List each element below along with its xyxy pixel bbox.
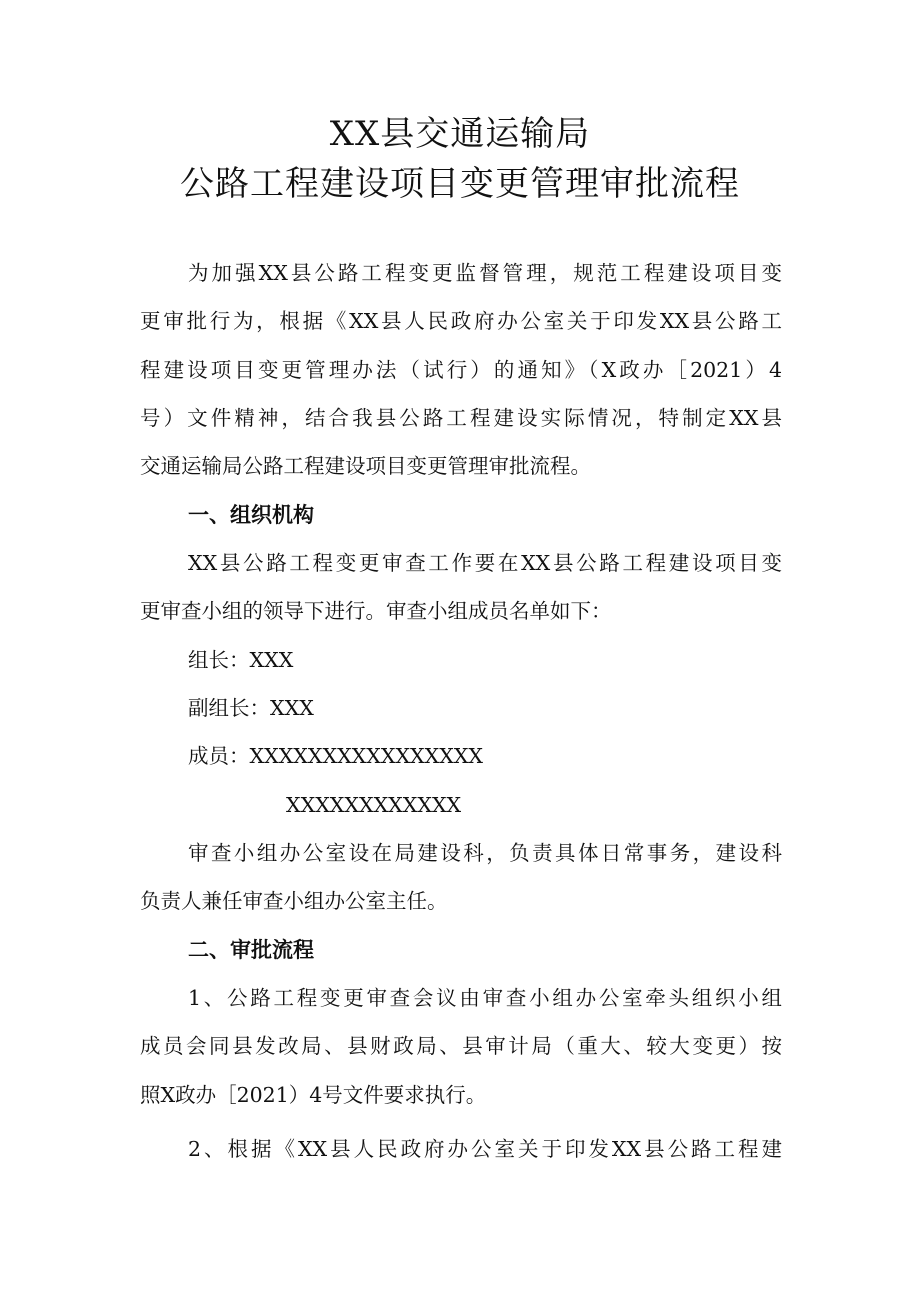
group-deputy-leader: 副组长：XXX bbox=[188, 696, 314, 720]
intro-line: 号）文件精神，结合我县公路工程建设实际情况，特制定XX县 bbox=[140, 406, 782, 430]
section2-item1-line: 照X政办［2021）4号文件要求执行。 bbox=[140, 1083, 487, 1107]
group-leader: 组长：XXX bbox=[188, 648, 294, 672]
section1-para2-line: 负责人兼任审查小组办公室主任。 bbox=[140, 889, 448, 913]
section-heading: 一、组织机构 bbox=[188, 503, 314, 527]
intro-line: 更审批行为，根据《XX县人民政府办公室关于印发XX县公路工 bbox=[140, 309, 782, 333]
section2-item1-line: 成员会同县发改局、县财政局、县审计局（重大、较大变更）按 bbox=[140, 1034, 782, 1058]
intro-line: 交通运输局公路工程建设项目变更管理审批流程。 bbox=[140, 454, 591, 478]
intro-line: 为加强XX县公路工程变更监督管理，规范工程建设项目变 bbox=[188, 261, 782, 285]
group-members: 成员：XXXXXXXXXXXXXXXX bbox=[188, 744, 484, 768]
group-members-continued: XXXXXXXXXXXX bbox=[286, 793, 462, 817]
section1-para-line: 更审查小组的领导下进行。审查小组成员名单如下： bbox=[140, 599, 612, 623]
document-title-line-2: 公路工程建设项目变更管理审批流程 bbox=[180, 164, 740, 204]
section2-item1-line: 1、公路工程变更审查会议由审查小组办公室牵头组织小组 bbox=[188, 986, 782, 1010]
document-title-line-1: XX县交通运输局 bbox=[329, 114, 591, 154]
section1-para2-line: 审查小组办公室设在局建设科，负责具体日常事务，建设科 bbox=[188, 841, 782, 865]
section2-item2-line: 2、根据《XX县人民政府办公室关于印发XX县公路工程建 bbox=[188, 1137, 782, 1161]
intro-line: 程建设项目变更管理办法（试行）的通知》（X政办［2021）4 bbox=[140, 358, 782, 382]
section-heading: 二、审批流程 bbox=[188, 938, 314, 962]
section1-para-line: XX县公路工程变更审查工作要在XX县公路工程建设项目变 bbox=[188, 551, 782, 575]
